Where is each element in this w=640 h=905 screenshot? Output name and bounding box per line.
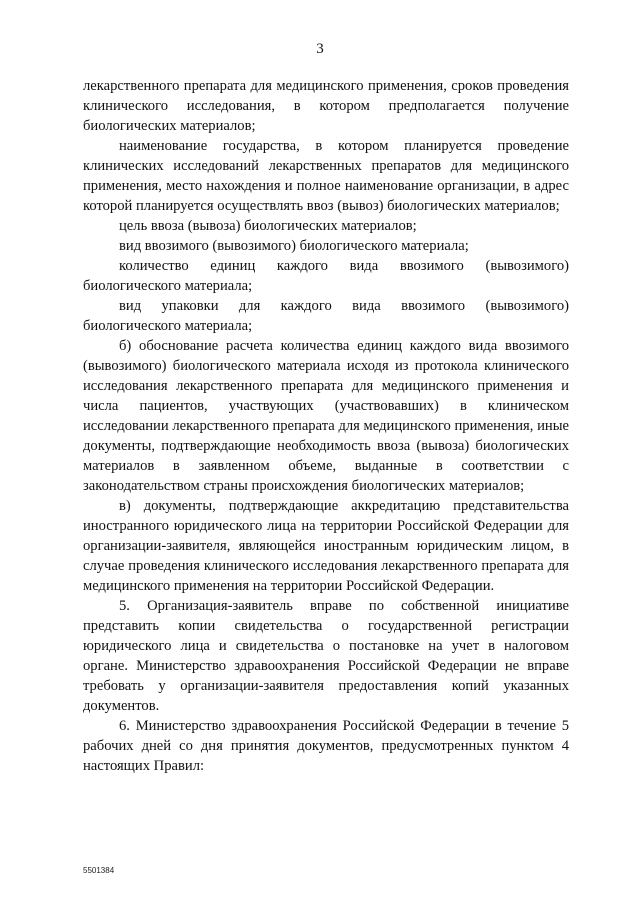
paragraph-5: количество единиц каждого вида ввозимого (вывозимого) биологического материала; — [83, 258, 569, 294]
paragraph-1: лекарственного препарата для медицинского применения, сроков проведения клинического исследования, в котором предполагается получение биологических материалов; — [83, 78, 569, 134]
paragraph-6: вид упаковки для каждого вида ввозимого (вывозимого) биологического материала; — [83, 298, 569, 334]
paragraph-2: наименование государства, в котором планируется проведение клинических исследований лекарственных препаратов для медицинского применения, место нахождения и полное наименование организации, в адрес которой планируется осуществлять ввоз (вывоз) биологических материалов; — [83, 138, 569, 214]
document-body — [83, 76, 569, 776]
paragraph-7: б) обоснование расчета количества единиц каждого вида ввозимого (вывозимого) биологического материала исходя из протокола клинического исследования лекарственного препарата для медицинского применения и числа пациентов, участвующих (участвовавших) в клиническом исследовании лекарственного препарата для медицинского применения, иные документы, подтверждающие необходимость ввоза (вывоза) биологических материалов в заявленном объеме, выданные в соответствии с законодательством страны происхождения биологических материалов; — [83, 338, 569, 494]
document-code: 5501384 — [83, 866, 115, 875]
paragraph-4: вид ввозимого (вывозимого) биологического материала; — [119, 238, 469, 254]
paragraph-3: цель ввоза (вывоза) биологических материалов; — [119, 218, 417, 234]
paragraph-9: 5. Организация-заявитель вправе по собственной инициативе представить копии свидетельства о государственной регистрации юридического лица и свидетельства о постановке на учет в налоговом органе. Министерство здравоохранения Российской Федерации не вправе требовать у организации-заявителя предоставления копий указанных документов. — [83, 598, 569, 714]
paragraph-8: в) документы, подтверждающие аккредитацию представительства иностранного юридического лица на территории Российской Федерации для организации-заявителя, являющейся иностранным юридическим лицом, в случае проведения клинического исследования лекарственного препарата для медицинского применения на территории Российской Федерации. — [83, 498, 569, 594]
paragraph-10: 6. Министерство здравоохранения Российской Федерации в течение 5 рабочих дней со дня принятия документов, предусмотренных пунктом 4 настоящих Правил: — [83, 718, 569, 774]
page-number: 3 — [316, 41, 324, 57]
